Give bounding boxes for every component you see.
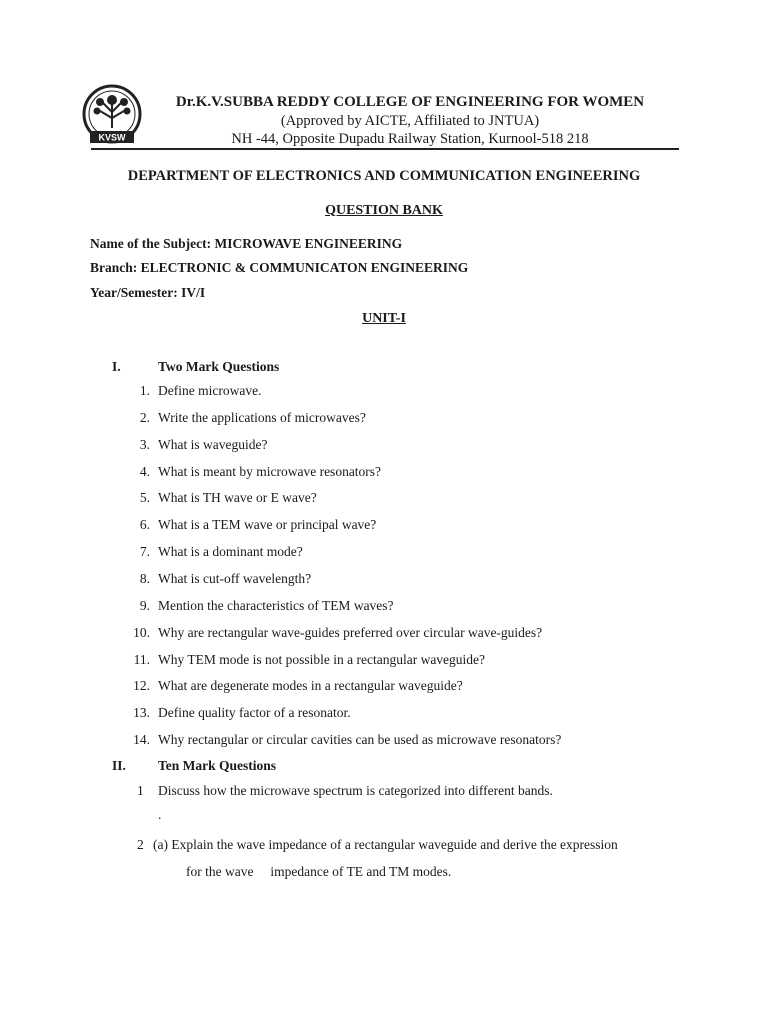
question-number: 9.	[139, 598, 150, 613]
department-title: DEPARTMENT OF ELECTRONICS AND COMMUNICATION ENGINEERING	[127, 168, 641, 184]
question-text: Define quality factor of a resonator.	[158, 705, 351, 720]
question-text: Mention the characteristics of TEM waves?	[158, 598, 394, 613]
svg-text:KVSW: KVSW	[98, 132, 126, 143]
question-number: 10.	[133, 625, 150, 640]
question-text: (a) Explain the wave impedance of a rectangular waveguide and derive the expression	[153, 837, 618, 852]
question-text: What is cut-off wavelength?	[158, 571, 312, 586]
address-line: NH -44, Opposite Dupadu Railway Station, Kurnool-518 218	[231, 131, 589, 147]
question-number: 4.	[139, 464, 150, 479]
section-title: Two Mark Questions	[158, 359, 280, 374]
college-name: Dr.K.V.SUBBA REDDY COLLEGE OF ENGINEERING FOR WOMEN	[175, 94, 645, 110]
question-text: Define microwave.	[158, 383, 262, 398]
question-number: 5.	[139, 490, 150, 505]
question-number: 14.	[133, 732, 150, 747]
college-logo	[78, 84, 146, 146]
question-number: 6.	[139, 517, 150, 532]
question-text: What are degenerate modes in a rectangular waveguide?	[158, 678, 463, 693]
question-text: Why rectangular or circular cavities can be used as microwave resonators?	[158, 732, 562, 747]
year-semester-line: Year/Semester: IV/I	[90, 285, 206, 300]
section-number: I.	[112, 359, 121, 374]
stray-dot: .	[158, 807, 162, 822]
subject-line: Name of the Subject: MICROWAVE ENGINEERING	[90, 236, 403, 251]
document-title: QUESTION BANK	[325, 203, 443, 218]
question-number: 13.	[133, 705, 150, 720]
question-text: Discuss how the microwave spectrum is categorized into different bands.	[158, 783, 553, 798]
header-rule	[91, 148, 679, 150]
branch-line: Branch: ELECTRONIC & COMMUNICATON ENGINEERING	[90, 260, 469, 275]
approval-line: (Approved by AICTE, Affiliated to JNTUA)	[280, 113, 540, 129]
question-number: 2	[137, 837, 144, 852]
question-text: What is a dominant mode?	[158, 544, 303, 559]
question-number: 3.	[139, 437, 150, 452]
section-number: II.	[112, 758, 126, 773]
question-text: What is TH wave or E wave?	[158, 490, 317, 505]
question-text: Why TEM mode is not possible in a rectangular waveguide?	[158, 652, 486, 667]
question-text: What is waveguide?	[158, 437, 268, 452]
section-title: Ten Mark Questions	[158, 758, 277, 773]
question-text: What is a TEM wave or principal wave?	[158, 517, 377, 532]
unit-heading: UNIT-I	[362, 311, 406, 326]
question-number: 1	[137, 783, 144, 798]
question-text: What is meant by microwave resonators?	[158, 464, 382, 479]
question-text-continued: for the wave impedance of TE and TM modes.	[186, 864, 452, 879]
question-text: Why are rectangular wave-guides preferred over circular wave-guides?	[158, 625, 543, 640]
question-text: Write the applications of microwaves?	[158, 410, 366, 425]
question-number: 1.	[139, 383, 150, 398]
question-number: 12.	[133, 678, 150, 693]
question-number: 7.	[139, 544, 150, 559]
letterhead	[150, 92, 670, 148]
question-number: 11.	[133, 652, 150, 667]
question-number: 2.	[139, 410, 150, 425]
question-number: 8.	[139, 571, 150, 586]
